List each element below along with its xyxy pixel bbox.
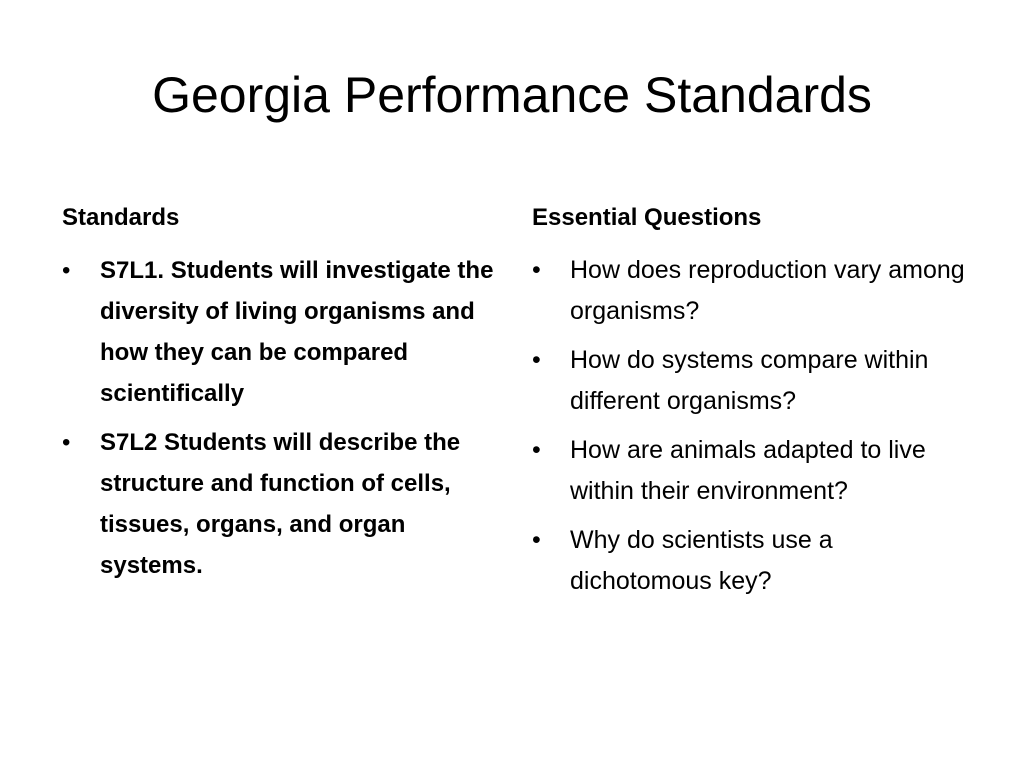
bullet-icon: • — [532, 436, 541, 464]
standards-list — [62, 250, 502, 586]
slide-title: Georgia Performance Standards — [152, 67, 872, 123]
standards-column — [62, 200, 502, 594]
question-item-text: Why do scientists use a dichotomous key? — [570, 526, 833, 595]
essential-questions-heading: Essential Questions — [532, 204, 762, 231]
standards-item — [62, 250, 502, 414]
bullet-icon: • — [532, 526, 541, 554]
question-item-text: How does reproduction vary among organisms? — [570, 256, 965, 325]
bullet-icon: • — [62, 257, 71, 284]
essential-questions-column — [532, 200, 972, 610]
essential-questions-list — [532, 250, 972, 602]
question-item-text: How are animals adapted to live within their environment? — [570, 436, 926, 505]
question-item-text: How do systems compare within different organisms? — [570, 346, 929, 415]
bullet-icon: • — [62, 429, 71, 456]
bullet-icon: • — [532, 346, 541, 374]
standards-heading: Standards — [62, 204, 180, 231]
standards-item-text: S7L2 Students will describe the structure and function of cells, tissues, organs, and organ systems. — [100, 429, 461, 579]
question-item — [532, 250, 972, 332]
bullet-icon: • — [532, 256, 541, 284]
standards-item — [62, 422, 502, 586]
standards-item-text: S7L1. Students will investigate the diversity of living organisms and how they can be compared scientifically — [100, 257, 494, 407]
question-item — [532, 340, 972, 422]
question-item — [532, 520, 972, 602]
question-item — [532, 430, 972, 512]
